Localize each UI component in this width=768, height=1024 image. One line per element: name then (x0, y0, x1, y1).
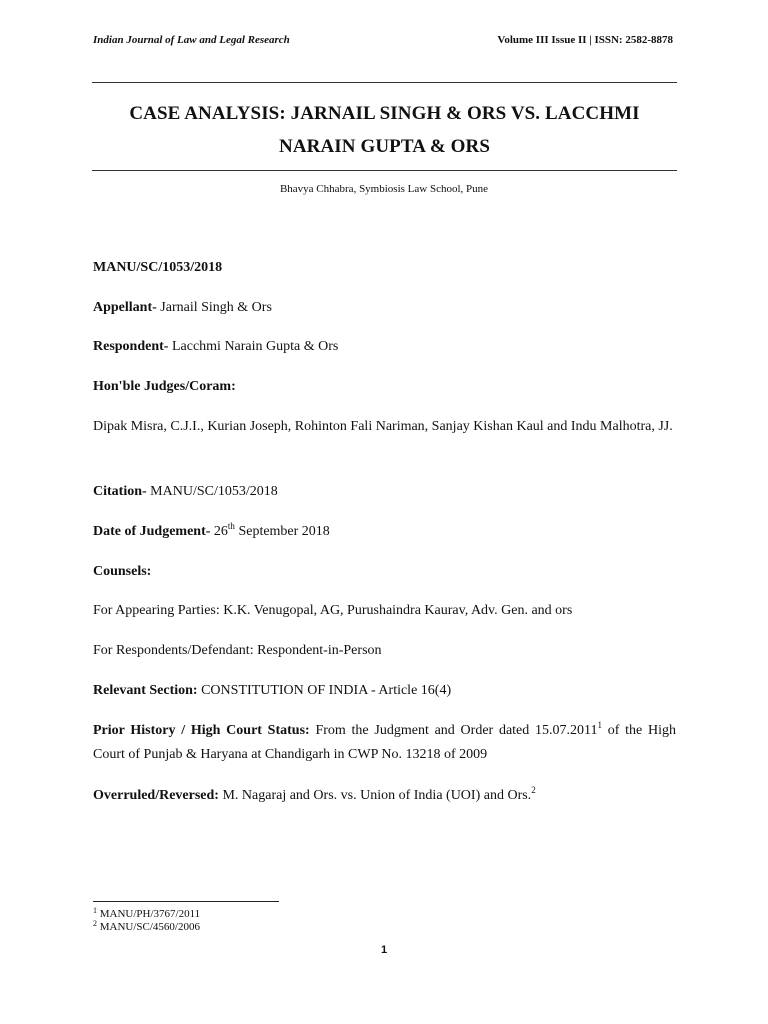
case-title-line-1: CASE ANALYSIS: JARNAIL SINGH & ORS VS. LACCHMI (129, 103, 640, 124)
judges-list: Dipak Misra, C.J.I., Kurian Joseph, Rohinton Fali Nariman, Sanjay Kishan Kaul and Indu Malhotra, JJ. (93, 419, 673, 434)
judgement-date-suffix: th (227, 521, 235, 531)
page-number: 1 (380, 944, 388, 956)
footnote-divider (93, 901, 279, 902)
prior-history-text-before: From the Judgment and Order dated 15.07.2011 (315, 723, 598, 738)
counsels-heading (93, 560, 676, 584)
citation-value: MANU/SC/1053/2018 (150, 484, 278, 499)
footnote-1-number: 1 (93, 906, 97, 915)
footnote-ref-2[interactable]: 2 (531, 785, 536, 795)
relevant-section-line (93, 679, 676, 703)
overruled-label: Overruled/Reversed: (93, 788, 219, 803)
judgement-date-day: 26 (213, 524, 228, 539)
respondent-value: Lacchmi Narain Gupta & Ors (171, 339, 339, 354)
case-title-line-2: NARAIN GUPTA & ORS (279, 136, 490, 157)
citation-label: Citation- (93, 484, 147, 499)
citation-line (93, 480, 676, 504)
judgement-date-rest: September 2018 (238, 524, 330, 539)
respondent-line (93, 335, 676, 359)
footnote-1-text: MANU/PH/3767/2011 (99, 908, 201, 920)
appellant-value: Jarnail Singh & Ors (160, 300, 272, 315)
judges-heading (93, 375, 676, 399)
judges-label: Hon'ble Judges/Coram: (93, 379, 236, 394)
title-block (92, 82, 677, 171)
footnote-ref-1[interactable]: 1 (597, 720, 602, 730)
relevant-section-value: CONSTITUTION OF INDIA - Article 16(4) (201, 683, 452, 698)
overruled-line (93, 784, 676, 808)
case-title (92, 97, 677, 163)
volume-issn: Volume III Issue II | ISSN: 2582-8878 (497, 34, 673, 46)
appellant-line (93, 296, 676, 320)
relevant-section-label: Relevant Section: (93, 683, 198, 698)
counsel-respondents: For Respondents/Defendant: Respondent-in-Person (93, 643, 382, 658)
counsel-appearing: For Appearing Parties: K.K. Venugopal, AG, Purushaindra Kaurav, Adv. Gen. and ors (93, 603, 573, 618)
prior-history-paragraph (93, 719, 676, 767)
prior-history-label: Prior History / High Court Status: (93, 723, 310, 738)
prior-history-text-after: of the High Court of Punjab & Haryana at Chandigarh in CWP No. 13218 of 2009 (93, 723, 676, 762)
footnote-2-text: MANU/SC/4560/2006 (99, 921, 200, 933)
counsels-label: Counsels: (93, 564, 152, 579)
judgement-date-label: Date of Judgement- (93, 524, 211, 539)
case-number (93, 256, 676, 280)
appellant-label: Appellant- (93, 300, 157, 315)
overruled-value: M. Nagaraj and Ors. vs. Union of India (UOI) and Ors. (222, 788, 532, 803)
author-line: Bhavya Chhabra, Symbiosis Law School, Pune (279, 183, 489, 195)
case-number-text: MANU/SC/1053/2018 (93, 260, 223, 275)
respondent-label: Respondent- (93, 339, 169, 354)
footnote-1 (93, 908, 200, 920)
footnote-2 (93, 921, 200, 933)
footnote-2-number: 2 (93, 919, 97, 928)
journal-name: Indian Journal of Law and Legal Research (93, 34, 290, 46)
judgement-date-line (93, 520, 676, 544)
